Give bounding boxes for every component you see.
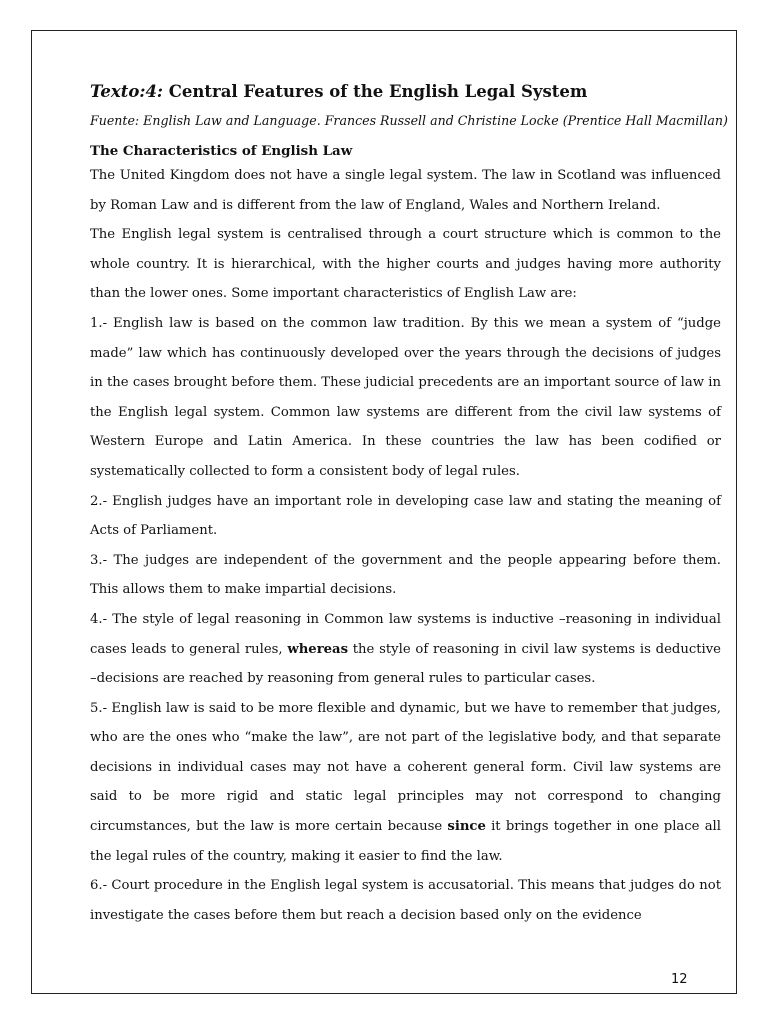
- title-label: Texto:4:: [90, 82, 164, 101]
- title-text: Central Features of the English Legal System: [168, 82, 588, 101]
- document-title: [90, 80, 721, 104]
- paragraph-point-6: 6.- Court procedure in the English legal system is accusatorial. This means that judges do not investigate the cases before them but reach a decision based only on the evidence: [90, 878, 721, 923]
- point-4-bold-word: whereas: [287, 641, 348, 657]
- page-number: 12: [671, 972, 688, 987]
- source-citation: Fuente: English Law and Language. Frances Russell and Christine Locke (Prentice Hall Macmillan): [90, 113, 728, 128]
- point-4-text-a: 4.- The style of legal reasoning in Common law systems is inductive –reasoning in individual cases leads to general rules,: [90, 611, 721, 657]
- point-5-bold-word: since: [447, 819, 486, 835]
- paragraph-point-4: [90, 605, 721, 694]
- point-4-text-b: the style of reasoning in civil law systems is deductive –decisions are reached by reasoning from general rules to particular cases.: [90, 641, 721, 687]
- paragraph-point-3: 3.- The judges are independent of the government and the people appearing before them. This allows them to make impartial decisions.: [90, 552, 721, 598]
- point-5-text-b: it brings together in one place all the legal rules of the country, making it easier to find the law.: [90, 819, 721, 864]
- paragraph-intro-1: The United Kingdom does not have a single legal system. The law in Scotland was influenced by Roman Law and is different from the law of England, Wales and Northern Ireland.: [90, 168, 721, 213]
- paragraph-point-5: [90, 694, 721, 872]
- document-body: [90, 80, 728, 930]
- paragraph-intro-2: The English legal system is centralised through a court structure which is common to the whole country. It is hierarchical, with the higher courts and judges having more authority than the lower ones. Some important characteristics of English Law are:: [90, 227, 721, 302]
- point-5-text-a: 5.- English law is said to be more flexible and dynamic, but we have to remember that judges, who are the ones who “make the law”, are not part of the legislative body, and that separate decisions in individual cases may not have a coherent general form. Civil law systems are said to be more rigid and static legal principles may not correspond to changing circumstances, but the law is more certain because: [90, 700, 721, 835]
- paragraph-point-2: 2.- English judges have an important role in developing case law and stating the meaning of Acts of Parliament.: [90, 493, 721, 539]
- paragraph-point-1: 1.- English law is based on the common law tradition. By this we mean a system of “judge made” law which has continuously developed over the years through the decisions of judges in the cases brought before them. These judicial precedents are an important source of law in the English legal system. Common law systems are different from the civil law systems of Western Europe and Latin America. In these countries the law has been codified or systematically collected to form a consistent body of legal rules.: [90, 315, 721, 479]
- section-heading: The Characteristics of English Law: [90, 143, 353, 159]
